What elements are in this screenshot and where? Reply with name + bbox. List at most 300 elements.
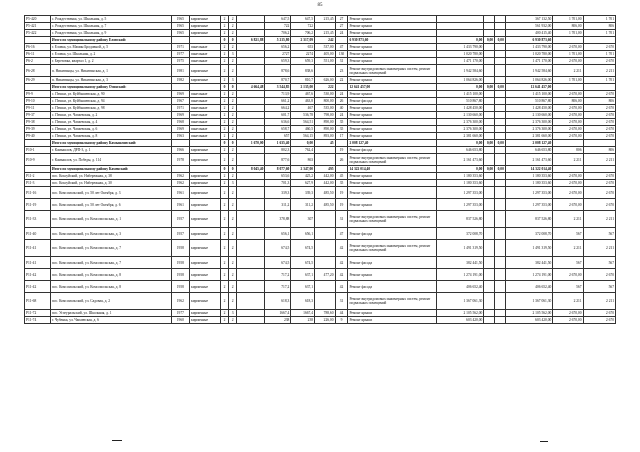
cell-entrances: 0 [228, 166, 237, 173]
cell-c_budget [484, 187, 495, 199]
cell-area_living: 658,7 [265, 126, 291, 133]
cell-area_total [237, 281, 265, 293]
cell-wall: кирпичные [189, 187, 220, 199]
cell-c_municipal [495, 187, 506, 199]
cell-max_cost: 1 701 [583, 51, 615, 58]
cell-cost_total: Ремонт крыши [348, 269, 436, 281]
cell-year [171, 166, 189, 173]
cell-wall: кирпичные [189, 30, 220, 37]
cell-address: пос. Комсомольский, ул. Комсомольская, д. 7 [50, 240, 171, 257]
cell-code: Р11-16 [25, 187, 51, 199]
cell-c_owners: 2 381 660,00 [505, 133, 552, 140]
cell-residents: 477,20 [315, 269, 335, 281]
cell-work_types: 35 [335, 126, 348, 133]
table-row [25, 119, 616, 126]
cell-work_types: 17 [335, 133, 348, 140]
cell-cost_total: Ремонт внутридомовых инженерных систем, ремонт подвальных помещений [348, 293, 436, 310]
cell-year: 1981 [171, 65, 189, 77]
cell-unit_cost [553, 84, 583, 91]
cell-area_living: 2727 [265, 51, 291, 58]
cell-wall [189, 140, 220, 147]
cell-entrances: 2 [228, 105, 237, 112]
cell-c_fund: 1 942 584,60 [436, 65, 483, 77]
cell-c_budget [484, 112, 495, 119]
cell-floors: 2 [221, 77, 229, 84]
cell-max_cost [583, 140, 615, 147]
cell-area_apts: 627,9 [291, 180, 315, 187]
cell-work_types: 40 [335, 105, 348, 112]
cell-work_types: 26 [335, 98, 348, 105]
cell-area_total [237, 228, 265, 240]
table-row [25, 133, 616, 140]
table-row [25, 77, 616, 84]
cell-wall [189, 37, 220, 44]
cell-code: Р11-42 [25, 269, 51, 281]
cell-residents: 626,00 [315, 77, 335, 84]
cell-unit_cost [553, 37, 583, 44]
cell-floors: 2 [221, 98, 229, 105]
cell-floors: 0 [221, 37, 229, 44]
cell-address: г. Березовка, квартал 1, д. 2 [50, 58, 171, 65]
cell-work_types: 31 [335, 293, 348, 310]
cell-area_apts: 2 317,09 [291, 37, 315, 44]
cell-address: пос. Углеуральский, ул. Школьная, д. 1 [50, 310, 171, 317]
cell-max_cost: 806 [583, 147, 615, 154]
table-row [25, 126, 616, 133]
cell-area_total [237, 105, 265, 112]
cell-area_total [237, 269, 265, 281]
page-number: 85 [317, 3, 323, 8]
cell-c_fund: 1 297 353,00 [436, 199, 483, 211]
cell-cost_total: Ремонт крыши [348, 133, 436, 140]
cell-unit_cost: 2 670,00 [553, 58, 583, 65]
cell-residents: 485,50 [315, 199, 335, 211]
cell-year: 1978 [171, 154, 189, 166]
cell-c_fund: 837 526,80 [436, 211, 483, 228]
cell-area_living: 656,1 [265, 228, 291, 240]
cell-c_fund: 1 180 353,60 [436, 180, 483, 187]
cell-c_municipal [495, 119, 506, 126]
cell-cost_total: Ремонт крыши [348, 317, 436, 324]
cell-floors: 2 [221, 173, 229, 180]
cell-wall: панельные [189, 119, 220, 126]
cell-c_budget [484, 147, 495, 154]
cell-c_municipal [495, 16, 506, 23]
cell-residents: 537,00 [315, 44, 335, 51]
cell-year: 1977 [171, 310, 189, 317]
cell-wall: кирпичные [189, 77, 220, 84]
cell-residents: 530,00 [315, 91, 335, 98]
cell-entrances: 2 [228, 317, 237, 324]
cell-year: 1958 [171, 240, 189, 257]
cell-c_budget [484, 211, 495, 228]
cell-residents: 226,00 [315, 317, 335, 324]
cell-work_types: 31 [335, 58, 348, 65]
cell-floors: 2 [221, 269, 229, 281]
cell-residents: 485,50 [315, 187, 335, 199]
subtotal-row [25, 37, 616, 44]
cell-c_municipal [495, 30, 506, 37]
cell-cost_total: Ремонт крыши [348, 51, 436, 58]
cell-unit_cost: 1 701,00 [553, 51, 583, 58]
cell-c_municipal [495, 126, 506, 133]
cell-floors: 0 [221, 166, 229, 173]
cell-area_total [237, 65, 265, 77]
cell-c_municipal: 0,00 [495, 166, 506, 173]
cell-address: г. Еловка, ул. Мамин Бродовной, д. 5 [50, 44, 171, 51]
cell-area_apts: 863 [291, 154, 315, 166]
cell-c_fund: 1 297 353,00 [436, 187, 483, 199]
cell-code: Р6-2 [25, 58, 51, 65]
cell-floors: 2 [221, 187, 229, 199]
cell-code: Р11-2 [25, 173, 51, 180]
cell-area_total [237, 154, 265, 166]
cell-area_apts: 656,1 [291, 228, 315, 240]
cell-c_owners: 1 297 353,00 [505, 187, 552, 199]
cell-floors: 2 [221, 293, 229, 310]
cell-max_cost: 2 670 [583, 269, 615, 281]
cell-unit_cost: 2 670,00 [553, 317, 583, 324]
table-row [25, 30, 616, 37]
cell-address: с. Пешки, ул. Чапаевская, д. 2 [50, 112, 171, 119]
cell-max_cost: 2 670 [583, 180, 615, 187]
cell-max_cost: 2 670 [583, 199, 615, 211]
cell-floors: 2 [221, 147, 229, 154]
cell-residents: 222 [315, 84, 335, 91]
cell-year: 1967 [171, 98, 189, 105]
cell-c_owners: 12 641 457,00 [505, 84, 552, 91]
cell-entrances: 2 [228, 30, 237, 37]
cell-floors: 2 [221, 23, 229, 30]
cell-residents: 535,00 [315, 105, 335, 112]
cell-floors: 2 [221, 91, 229, 98]
cell-wall: панельные [189, 112, 220, 119]
cell-address: с. Рождественка, ул. Школьная, д. 9 [50, 30, 171, 37]
cell-c_budget [484, 119, 495, 126]
cell-area_apts: 463,8 [291, 98, 315, 105]
cell-residents: 45 [315, 140, 335, 147]
cell-c_fund: 2 161 473,60 [436, 154, 483, 166]
cell-work_types: 24 [335, 112, 348, 119]
cell-residents: 215,45 [315, 16, 335, 23]
cell-unit_cost: 567 [553, 257, 583, 269]
table-row [25, 105, 616, 112]
cell-c_owners: 406 652,40 [505, 281, 552, 293]
table-row [25, 173, 616, 180]
cell-unit_cost: 2 211 [553, 293, 583, 310]
cell-cost_total: Ремонт фасада [348, 281, 436, 293]
cell-c_fund: 510 867,80 [436, 98, 483, 105]
cell-residents: 442,00 [315, 180, 335, 187]
cell-entrances: 2 [228, 16, 237, 23]
cell-area_apts: 618,3 [291, 293, 315, 310]
cell-c_fund: 2 130 660,00 [436, 112, 483, 119]
cell-wall: панельные [189, 44, 220, 51]
cell-c_municipal [495, 310, 506, 317]
cell-work_types [335, 140, 348, 147]
cell-residents: 495 [315, 166, 335, 173]
cell-cost_total: Ремонт крыши [348, 30, 436, 37]
cell-floors: 2 [221, 228, 229, 240]
cell-c_municipal [495, 98, 506, 105]
cell-floors: 0 [221, 84, 229, 91]
cell-wall: кирпичные [189, 317, 220, 324]
cell-wall: панельные [189, 91, 220, 98]
cell-floors: 2 [221, 65, 229, 77]
cell-area_apts: 467,6 [291, 91, 315, 98]
cell-max_cost [583, 84, 615, 91]
cell-c_owners: 2 008 127,40 [505, 140, 552, 147]
cell-year: 1968 [171, 119, 189, 126]
cell-c_fund: 2 376 300,00 [436, 119, 483, 126]
cell-c_budget [484, 105, 495, 112]
cell-wall: панельные [189, 98, 220, 105]
cell-c_budget [484, 77, 495, 84]
cell-unit_cost: 2 211 [553, 240, 583, 257]
cell-work_types: 31 [335, 211, 348, 228]
cell-c_owners: 2 376 300,00 [505, 119, 552, 126]
cell-entrances: 0 [228, 37, 237, 44]
cell-c_fund: 0,00 [436, 140, 483, 147]
cell-area_living: 601,7 [265, 112, 291, 119]
cell-area_total: 8 045,40 [237, 166, 265, 173]
cell-cost_total: Ремонт крыши [348, 58, 436, 65]
cell-code: Р11-41 [25, 240, 51, 257]
cell-address: пос. Комсомольский, ул. Комсомольская, д. 1 [50, 211, 171, 228]
cell-work_types [335, 166, 348, 173]
cell-max_cost: 2 670 [583, 317, 615, 324]
cell-floors: 2 [221, 154, 229, 166]
cell-area_living: 664,2 [265, 105, 291, 112]
table-row [25, 147, 616, 154]
cell-floors: 2 [221, 133, 229, 140]
cell-cost_total: Ремонт крыши [348, 44, 436, 51]
cell-c_budget [484, 44, 495, 51]
cell-address: г. Чубенка, ул. Чапаевская, д. 6 [50, 317, 171, 324]
cell-area_living: 661,2 [265, 98, 291, 105]
cell-wall: панельные [189, 51, 220, 58]
cell-address: пос. Коксуйский, ул. Набережная, д. 30 [50, 180, 171, 187]
cell-unit_cost: 2 670,00 [553, 187, 583, 199]
cell-floors: 2 [221, 16, 229, 23]
cell-entrances: 2 [228, 228, 237, 240]
cell-area_total: 6 821,88 [237, 37, 265, 44]
cell-wall: кирпичные [189, 257, 220, 269]
cell-c_fund: 603 420,00 [436, 317, 483, 324]
cell-c_fund: 1 415 100,00 [436, 91, 483, 98]
cell-work_types: 23 [335, 65, 348, 77]
cell-cost_total: Ремонт фасада [348, 147, 436, 154]
cell-wall: кирпичные [189, 65, 220, 77]
cell-residents: 442,00 [315, 173, 335, 180]
cell-address: пос. Комсомольский, ул. 50 лет Октября, д. 3 [50, 187, 171, 199]
cell-entrances: 2 [228, 257, 237, 269]
cell-c_budget [484, 317, 495, 324]
table-row [25, 180, 616, 187]
cell-area_living: 659,3 [265, 58, 291, 65]
cell-code [25, 140, 51, 147]
cell-c_owners: 6 930 873,60 [505, 37, 552, 44]
cell-c_fund [436, 23, 483, 30]
cell-c_municipal [495, 293, 506, 310]
cell-c_owners: 561 932,00 [505, 23, 552, 30]
cell-address: пос. Комсомольский, ул. Комсомольская, д. 3 [50, 228, 171, 240]
cell-c_owners: 382 441,50 [505, 257, 552, 269]
cell-area_living: 238 [265, 317, 291, 324]
cell-c_owners: 646 653,80 [505, 147, 552, 154]
cell-unit_cost: 806,00 [553, 98, 583, 105]
cell-max_cost: 2 670 [583, 126, 615, 133]
cell-area_total [237, 199, 265, 211]
cell-code: Р11-41 [25, 257, 51, 269]
cell-c_municipal: 0,00 [495, 37, 506, 44]
cell-unit_cost: 2 670,00 [553, 199, 583, 211]
cell-c_municipal [495, 44, 506, 51]
cell-area_total [237, 211, 265, 228]
table-row [25, 293, 616, 310]
cell-c_fund: 382 441,50 [436, 257, 483, 269]
table-row [25, 269, 616, 281]
cell-floors: 2 [221, 257, 229, 269]
cell-area_total [237, 30, 265, 37]
table-row [25, 211, 616, 228]
cell-floors: 2 [221, 51, 229, 58]
cell-cost_total: 6 930 873,60 [348, 37, 436, 44]
cell-c_owners: 372 008,70 [505, 228, 552, 240]
cell-floors: 2 [221, 281, 229, 293]
table-row [25, 257, 616, 269]
cell-code: Р9-9 [25, 91, 51, 98]
cell-residents: 551,00 [315, 58, 335, 65]
cell-c_municipal [495, 51, 506, 58]
cell-address: пос. Коксуйский, ул. Набережная, д. 38 [50, 173, 171, 180]
cell-year: 1969 [171, 112, 189, 119]
cell-residents: 215,45 [315, 30, 335, 37]
cell-c_budget: 0,00 [484, 84, 495, 91]
cell-c_municipal [495, 112, 506, 119]
cell-code: Р5-422 [25, 30, 51, 37]
cell-year: 1962 [171, 180, 189, 187]
cell-entrances: 3 [228, 180, 237, 187]
cell-area_living: 713,9 [265, 91, 291, 98]
cell-c_budget [484, 281, 495, 293]
cell-c_fund: 1 491 319,50 [436, 240, 483, 257]
cell-wall: кирпичные [189, 199, 220, 211]
subtotal-row [25, 84, 616, 91]
cell-residents [315, 240, 335, 257]
cell-work_types: 22 [335, 77, 348, 84]
cell-entrances: 2 [228, 126, 237, 133]
cell-area_total: 4 664,48 [237, 84, 265, 91]
cell-unit_cost: 2 670,00 [553, 44, 583, 51]
cell-c_municipal [495, 257, 506, 269]
cell-work_types: 19 [335, 147, 348, 154]
cell-code: Р11-3 [25, 180, 51, 187]
cell-area_apts: 425,2 [291, 173, 315, 180]
cell-max_cost: 2 670 [583, 91, 615, 98]
cell-entrances: 2 [228, 98, 237, 105]
cell-cost_total: Ремонт фасада [348, 257, 436, 269]
cell-c_budget [484, 180, 495, 187]
cell-year: 1962 [171, 173, 189, 180]
cell-year: 1965 [171, 23, 189, 30]
cell-code: Р11-40 [25, 228, 51, 240]
cell-year: 1965 [171, 16, 189, 23]
cell-address: Итого по муниципальному району Еловский: [50, 37, 171, 44]
cell-cost_total: Ремонт крыши [348, 105, 436, 112]
cell-work_types: 44 [335, 310, 348, 317]
cell-max_cost [583, 37, 615, 44]
cell-code: Р9-10 [25, 98, 51, 105]
cell-address: пос. Комсомольский, ул. Комсомольская, д. 8 [50, 269, 171, 281]
cell-c_municipal [495, 133, 506, 140]
cell-address: пос. Комсомольский, ул. Комсомольская, д. 7 [50, 257, 171, 269]
cell-area_total [237, 257, 265, 269]
cell-year: 1957 [171, 228, 189, 240]
cell-c_budget [484, 310, 495, 317]
cell-c_budget [484, 173, 495, 180]
cell-work_types: 19 [335, 199, 348, 211]
cell-area_total [237, 133, 265, 140]
cell-max_cost: 1 701 [583, 16, 615, 23]
cell-year: 1961 [171, 187, 189, 199]
cell-c_budget [484, 228, 495, 240]
cell-floors: 2 [221, 105, 229, 112]
cell-unit_cost: 1 701,00 [553, 16, 583, 23]
table-row [25, 228, 616, 240]
cell-max_cost: 2 670 [583, 105, 615, 112]
cell-work_types: 42 [335, 240, 348, 257]
cell-year: 1982 [171, 77, 189, 84]
cell-year: 1971 [171, 105, 189, 112]
cell-entrances: 2 [228, 293, 237, 310]
cell-year: 1961 [171, 199, 189, 211]
cell-cost_total: Ремонт крыши [348, 173, 436, 180]
cell-wall: кирпичные [189, 240, 220, 257]
cell-area_living: 636,6 [265, 119, 291, 126]
cell-address: с. Рождественка, ул. Школьная, д. 5 [50, 16, 171, 23]
cell-unit_cost: 2 670,00 [553, 310, 583, 317]
cell-c_budget [484, 269, 495, 281]
cell-area_total [237, 119, 265, 126]
cell-floors: 2 [221, 180, 229, 187]
margin-mark [540, 441, 548, 442]
cell-area_living: 618,3 [265, 293, 291, 310]
cell-cost_total: Ремонт крыши [348, 119, 436, 126]
cell-c_municipal [495, 240, 506, 257]
table-row [25, 317, 616, 324]
cell-residents [315, 293, 335, 310]
cell-wall: кирпичные [189, 293, 220, 310]
cell-area_apts: 762,4 [291, 147, 315, 154]
cell-unit_cost: 2 211 [553, 211, 583, 228]
cell-residents: 788,60 [315, 310, 335, 317]
cell-entrances: 2 [228, 147, 237, 154]
cell-max_cost: 2 670 [583, 44, 615, 51]
cell-address: г. Еловка, ул. Школьная, д. 2 [50, 51, 171, 58]
cell-area_living: 1667,4 [265, 310, 291, 317]
cell-area_living: 674,5 [265, 240, 291, 257]
cell-area_apts: 311,2 [291, 199, 315, 211]
margin-mark [112, 440, 122, 441]
cell-area_apts: 810,7 [291, 77, 315, 84]
cell-area_apts: 460,5 [291, 126, 315, 133]
cell-c_budget [484, 58, 495, 65]
cell-residents [315, 211, 335, 228]
table-row [25, 187, 616, 199]
cell-code: Р6-29 [25, 77, 51, 84]
table-row [25, 91, 616, 98]
